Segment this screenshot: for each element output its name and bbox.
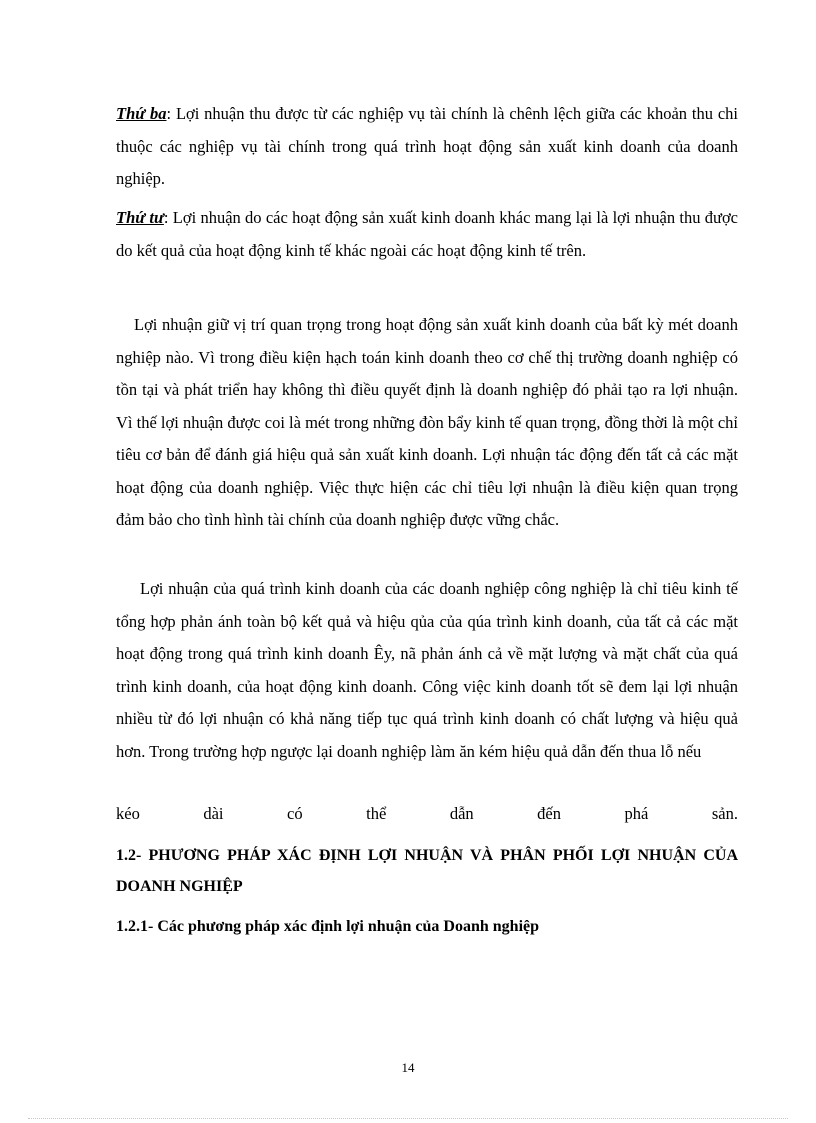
last-line-word: dẫn bbox=[449, 804, 474, 823]
last-line-word: đến bbox=[537, 804, 561, 823]
last-line-word: dài bbox=[203, 804, 224, 823]
paragraph-vi-tri-loi-nhuan: Lợi nhuận giữ vị trí quan trọng trong hoạt động sản xuất kinh doanh của bất kỳ mét doanh nghiệp nào. Vì trong điều kiện hạch toán kinh doanh theo cơ chế thị trường doanh nghiệp có tồn tại và phát triển hay không thì điều quyết định là doanh nghiệp đó phải tạo ra lợi nhuận. Vì thế lợi nhuận được coi là mét trong những đòn bẩy kinh tế quan trọng, đồng thời là một chỉ tiêu cơ bản để đánh giá hiệu quả sản xuất kinh doanh. Lợi nhuận tác động đến tất cả các mặt hoạt động của doanh nghiệp. Việc thực hiện các chỉ tiêu lợi nhuận là điều kiện quan trọng đảm bảo cho tình hình tài chính của doanh nghiệp được vững chắc. bbox=[116, 315, 738, 529]
section-heading-1-2: 1.2- PHƯƠNG PHÁP XÁC ĐỊNH LỢI NHUẬN VÀ PHÂN PHỐI LỢI NHUẬN CỦA DOANH NGHIỆP bbox=[116, 847, 738, 895]
last-line-word: có bbox=[287, 804, 303, 823]
last-line-word: sản. bbox=[711, 804, 738, 823]
paragraph-thu-tu bbox=[116, 202, 738, 267]
last-line-word: kéo bbox=[116, 804, 140, 823]
last-line-word: phá bbox=[624, 804, 649, 823]
footer-divider bbox=[28, 1118, 788, 1119]
paragraph-text-thu-ba: : Lợi nhuận thu được từ các nghiệp vụ tài chính là chênh lệch giữa các khoản thu chi thuộc các nghiệp vụ tài chính trong quá trình hoạt động sản xuất kinh doanh của doanh nghiệp. bbox=[116, 104, 738, 188]
paragraph-last-line bbox=[116, 798, 738, 830]
paragraph-text-thu-tu: : Lợi nhuận do các hoạt động sản xuất kinh doanh khác mang lại là lợi nhuận thu được do kết quả của hoạt động kinh tế khác ngoài các hoạt động kinh tế trên. bbox=[116, 208, 738, 260]
page-number: 14 bbox=[401, 1060, 415, 1075]
paragraph-lead-thu-tu: Thứ tư bbox=[116, 208, 164, 227]
paragraph-lead-thu-ba: Thứ ba bbox=[116, 104, 167, 123]
paragraph-thu-ba bbox=[116, 98, 738, 196]
section-heading-1-2-1: 1.2.1- Các phương pháp xác định lợi nhuận của Doanh nghiệp bbox=[116, 918, 540, 935]
last-line-word: thể bbox=[366, 804, 387, 823]
paragraph-chi-tieu-tong-hop: Lợi nhuận của quá trình kinh doanh của các doanh nghiệp công nghiệp là chỉ tiêu kinh tế tổng hợp phản ánh toàn bộ kết quả và hiệu qủa của qúa trình kinh doanh, của tất cả các mặt hoạt động trong quá trình kinh doanh Êy, nã phản ánh cả về mặt lượng và mặt chất của quá trình kinh doanh, của hoạt động kinh doanh. Công việc kinh doanh tốt sẽ đem lại lợi nhuận nhiều từ đó lợi nhuận có khả năng tiếp tục quá trình kinh doanh có chất lượng và hiệu quả hơn. Trong trường hợp ngược lại doanh nghiệp làm ăn kém hiệu quả dẫn đến thua lỗ nếu bbox=[116, 579, 738, 761]
